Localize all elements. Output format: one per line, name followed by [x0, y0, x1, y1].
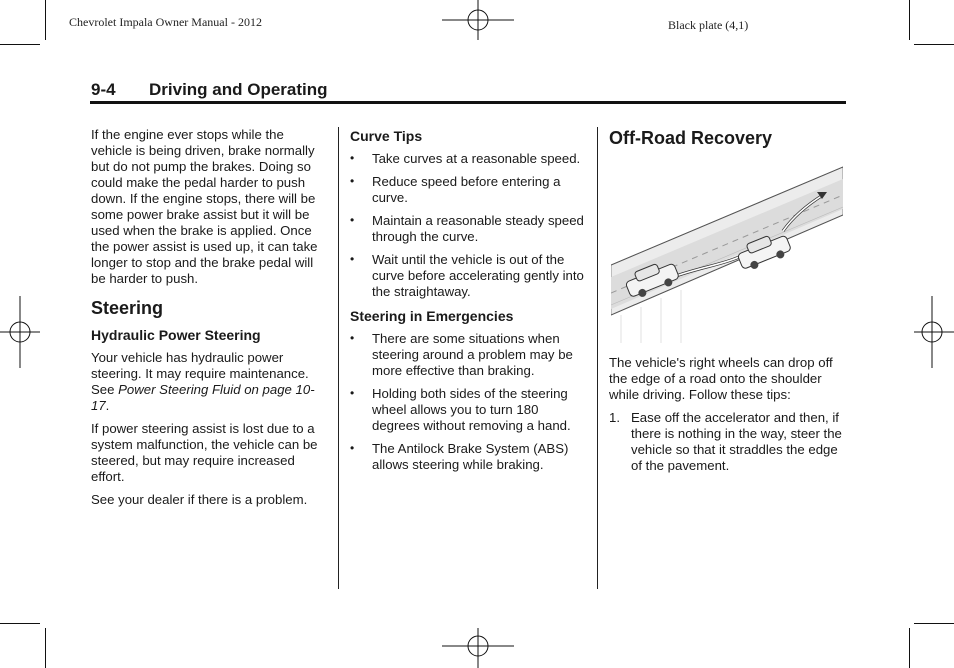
- list-item-text: The Antilock Brake System (ABS) allows steering while braking.: [372, 441, 569, 472]
- hydraulic-paragraph: [91, 350, 327, 414]
- manual-title: Chevrolet Impala Owner Manual - 2012: [69, 15, 262, 29]
- crop-mark: [914, 623, 954, 624]
- crop-mark: [0, 44, 40, 45]
- crop-mark: [909, 0, 910, 40]
- off-road-steps-list: [609, 410, 843, 474]
- steering-emergencies-heading: Steering in Emergencies: [350, 308, 514, 324]
- bullet: •: [350, 441, 355, 455]
- crop-mark: [914, 44, 954, 45]
- curve-tips-heading: Curve Tips: [350, 128, 423, 144]
- bullet: •: [350, 213, 355, 227]
- header-rule: [90, 101, 846, 104]
- list-item: [350, 213, 588, 245]
- curve-tips-list: [350, 151, 588, 300]
- bullet: •: [350, 151, 355, 165]
- column-3: [609, 127, 843, 481]
- crop-mark: [909, 628, 910, 668]
- bullet: •: [350, 386, 355, 400]
- column-2: [350, 127, 588, 480]
- brake-intro-paragraph: If the engine ever stops while the vehicle is being driven, brake normally but do not pump the brakes. Doing so could make the pedal harder to push down. If the engine stops, there will be some power brake assist but it will be used when the brake is applied. Once the power assist is used up, it can take longer to stop and the brake pedal will be harder to push.: [91, 127, 318, 286]
- power-steering-fluid-link[interactable]: Power Steering Fluid on page 10-17: [91, 382, 315, 413]
- list-item-text: Take curves at a reasonable speed.: [372, 151, 581, 166]
- step-number: 1.: [609, 410, 620, 425]
- list-item-text: Wait until the vehicle is out of the curve before accelerating gently into the straightaway.: [372, 252, 584, 299]
- crop-mark: [0, 623, 40, 624]
- list-item: [350, 386, 588, 434]
- off-road-recovery-illustration: [611, 165, 843, 343]
- emergencies-list: [350, 331, 588, 473]
- registration-mark-right: [914, 296, 954, 368]
- bullet: •: [350, 331, 355, 345]
- section-title: Driving and Operating: [149, 80, 328, 99]
- hydraulic-text: Your vehicle has hydraulic power steering. It may require maintenance. See: [91, 350, 309, 397]
- steering-heading: Steering: [91, 298, 164, 318]
- registration-mark-bottom: [442, 628, 514, 668]
- list-item-text: There are some situations when steering around a problem may be more effective than braking.: [372, 331, 573, 378]
- step-text: Ease off the accelerator and then, if there is nothing in the way, steer the vehicle so that it straddles the edge of the pavement.: [631, 410, 842, 473]
- list-item: [350, 151, 588, 167]
- list-item: [350, 331, 588, 379]
- off-road-recovery-heading: Off-Road Recovery: [609, 128, 773, 148]
- list-item-text: Maintain a reasonable steady speed through the curve.: [372, 213, 584, 244]
- column-divider: [597, 127, 598, 589]
- list-item: [350, 441, 588, 473]
- registration-mark-top: [442, 0, 514, 40]
- bullet: •: [350, 252, 355, 266]
- list-item-text: Reduce speed before entering a curve.: [372, 174, 561, 205]
- hydraulic-end: .: [105, 398, 110, 413]
- bullet: •: [350, 174, 355, 188]
- registration-mark-left: [0, 296, 40, 368]
- list-item: [350, 174, 588, 206]
- plate-label: Black plate (4,1): [668, 18, 749, 32]
- dealer-paragraph: See your dealer if there is a problem.: [91, 492, 308, 507]
- list-item-text: Holding both sides of the steering wheel allows you to turn 180 degrees without removing a hand.: [372, 386, 571, 433]
- list-item: [350, 252, 588, 300]
- column-divider: [338, 127, 339, 589]
- off-road-intro-paragraph: The vehicle's right wheels can drop off the edge of a road onto the shoulder while driving. Follow these tips:: [609, 355, 833, 402]
- crop-mark: [45, 0, 46, 40]
- assist-lost-paragraph: If power steering assist is lost due to a system malfunction, the vehicle can be steered, but may require increased effort.: [91, 421, 318, 484]
- hydraulic-power-steering-heading: Hydraulic Power Steering: [91, 327, 261, 343]
- column-1: [91, 127, 327, 515]
- section-number: 9-4: [91, 80, 116, 99]
- list-item: [609, 410, 843, 474]
- crop-mark: [45, 628, 46, 668]
